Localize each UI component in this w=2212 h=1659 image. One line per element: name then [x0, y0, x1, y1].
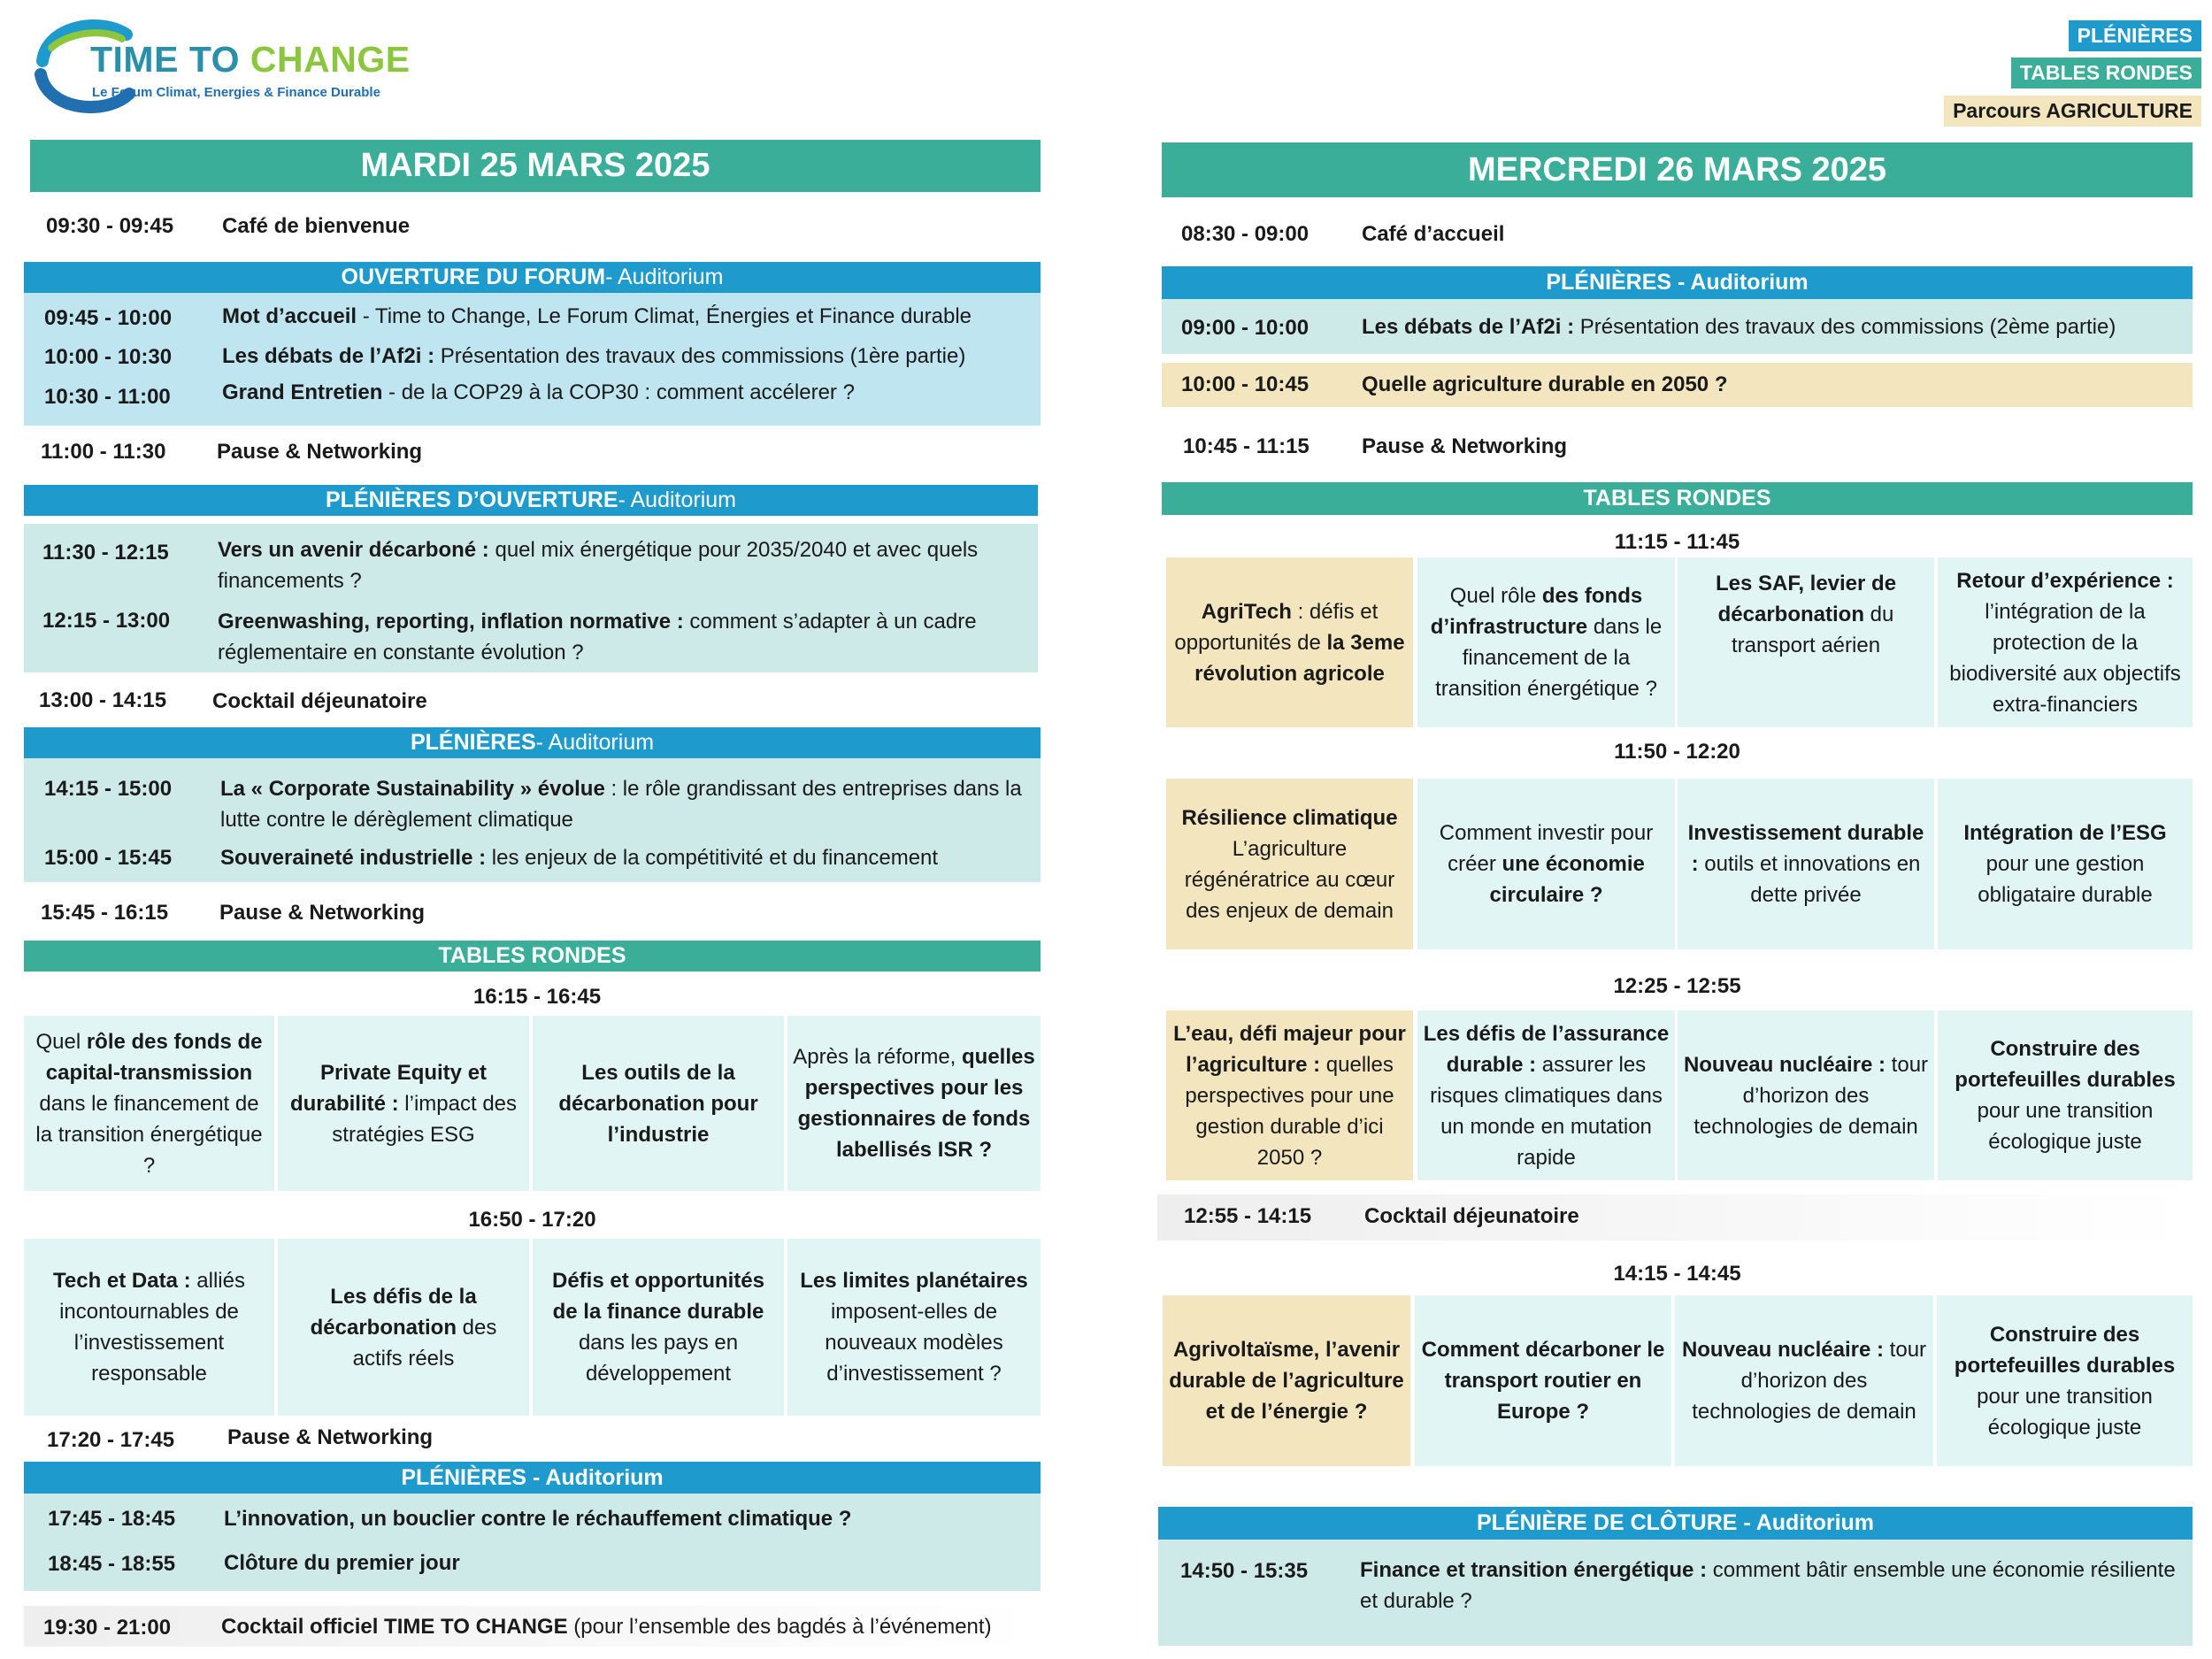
- day2-slot1-time: 11:15 - 11:45: [1614, 530, 1740, 554]
- day1-tr1-cell-3: Les outils de la décarbonation pour l’industrie: [533, 1016, 784, 1191]
- day2-cloture-title: Finance et transition énergétique : comment bâtir ensemble une économie résiliente et durable ?: [1360, 1558, 2176, 1613]
- day1-pleniere2-bar: PLÉNIÈRES - Auditorium: [24, 727, 1041, 758]
- day2-agri-time: 10:00 - 10:45: [1181, 373, 1310, 396]
- day2-tr2-cell-1: Résilience climatique L’agriculture régénératrice au cœur des enjeux de demain: [1166, 779, 1413, 949]
- day2-pause-time: 10:45 - 11:15: [1183, 434, 1310, 458]
- day1-ouv-title-2: Les débats de l’Af2i : Présentation des travaux des commissions (1ère partie): [222, 344, 966, 368]
- logo-subtitle: Le Forum Climat, Energies & Finance Durable: [92, 85, 380, 100]
- day1-cocktail-time: 13:00 - 14:15: [39, 688, 167, 712]
- day1-p3-title-2: Clôture du premier jour: [224, 1551, 460, 1575]
- day1-cocktail-officiel-time: 19:30 - 21:00: [43, 1616, 172, 1640]
- day1-title: MARDI 25 MARS 2025: [30, 140, 1041, 192]
- day1-tr2-cell-2: Les défis de la décarbonation des actifs réels: [278, 1239, 529, 1416]
- day1-ouv-title-3: Grand Entretien - de la COP29 à la COP30 : comment accélerer ?: [222, 380, 855, 404]
- day2-cafe-time: 08:30 - 09:00: [1181, 222, 1310, 246]
- day1-ouv-time-2: 10:00 - 10:30: [44, 345, 173, 369]
- day2-pause-label: Pause & Networking: [1362, 434, 1568, 458]
- day2-cafe-label: Café d’accueil: [1362, 222, 1505, 246]
- day1-pause2-time: 15:45 - 16:15: [41, 901, 169, 925]
- day1-po-time-2: 12:15 - 13:00: [42, 609, 171, 633]
- day1-tr2-cell-4: Les limites planétaires imposent-elles de nouveaux modèles d’investissement ?: [787, 1239, 1041, 1416]
- day1-ouv-time-1: 09:45 - 10:00: [44, 306, 173, 330]
- day2-tr3-cell-3: Nouveau nucléaire : tour d’horizon des technologies de demain: [1678, 1010, 1934, 1180]
- day1-ouv-title-1: Mot d’accueil - Time to Change, Le Forum Climat, Énergies et Finance durable: [222, 304, 972, 328]
- day2-title: MERCREDI 26 MARS 2025: [1162, 142, 2193, 197]
- day1-pause2-label: Pause & Networking: [219, 901, 426, 925]
- day2-pleniere-bar: PLÉNIÈRES - Auditorium: [1162, 266, 2193, 299]
- day1-tr2-cell-3: Défis et opportunités de la finance durable dans les pays en développement: [533, 1239, 784, 1416]
- day2-slot2-time: 11:50 - 12:20: [1614, 740, 1740, 764]
- day2-cloture-bar: PLÉNIÈRE DE CLÔTURE - Auditorium: [1158, 1507, 2193, 1540]
- day1-pause3-label: Pause & Networking: [227, 1425, 434, 1449]
- day1-tr2-cell-1: Tech et Data : alliés incontournables de l’investissement responsable: [24, 1239, 274, 1416]
- day2-tr1-cell-1: AgriTech : défis et opportunités de la 3eme révolution agricole: [1166, 557, 1413, 727]
- day1-po-time-1: 11:30 - 12:15: [42, 541, 169, 565]
- day1-ouverture-bar: OUVERTURE DU FORUM - Auditorium: [24, 262, 1041, 293]
- day2-cocktail-label: Cocktail déjeunatoire: [1364, 1204, 1579, 1228]
- day1-pause1-label: Pause & Networking: [217, 440, 423, 464]
- day1-cafe-label: Café de bienvenue: [222, 214, 411, 238]
- day1-ouv-time-3: 10:30 - 11:00: [44, 385, 171, 409]
- day2-cocktail-block: [1157, 1194, 2193, 1240]
- day2-tr4-cell-4: Construire des portefeuilles durables pour une transition écologique juste: [1937, 1295, 2193, 1466]
- day2-tr4-cell-3: Nouveau nucléaire : tour d’horizon des technologies de demain: [1675, 1295, 1933, 1466]
- day1-slot1-time: 16:15 - 16:45: [472, 985, 602, 1009]
- day1-tr1-cell-1: Quel rôle des fonds de capital-transmission dans le financement de la transition énergétique ?: [24, 1016, 274, 1191]
- legend-tables-rondes: TABLES RONDES: [2011, 58, 2201, 88]
- day2-tr3-cell-2: Les défis de l’assurance durable : assurer les risques climatiques dans un monde en mutation rapide: [1417, 1010, 1675, 1180]
- day1-pleniere-ouv-bar: PLÉNIÈRES D’OUVERTURE - Auditorium: [24, 485, 1038, 516]
- day1-tr1-cell-4: Après la réforme, quelles perspectives pour les gestionnaires de fonds labellisés ISR ?: [787, 1016, 1041, 1191]
- day2-debats-title: Les débats de l’Af2i : Présentation des travaux des commissions (2ème partie): [1362, 315, 2116, 339]
- day2-debats-time: 09:00 - 10:00: [1181, 316, 1310, 340]
- day2-slot3-time: 12:25 - 12:55: [1613, 974, 1741, 998]
- day1-p2-time-2: 15:00 - 15:45: [44, 846, 173, 870]
- day1-po-title-2: Greenwashing, reporting, inflation normative : comment s’adapter à un cadre réglementaire en constante évolution ?: [218, 610, 977, 664]
- day1-tr1-cell-2: Private Equity et durabilité : l’impact des stratégies ESG: [278, 1016, 529, 1191]
- day1-p3-time-1: 17:45 - 18:45: [48, 1507, 176, 1531]
- day1-p3-title-1: L’innovation, un bouclier contre le réchauffement climatique ?: [224, 1507, 852, 1531]
- day1-cocktail-officiel-title: Cocktail officiel TIME TO CHANGE (pour l’ensemble des bagdés à l’événement): [221, 1615, 992, 1639]
- day2-tr2-cell-4: Intégration de l’ESG pour une gestion obligataire durable: [1938, 779, 2193, 949]
- day1-po-title-1: Vers un avenir décarboné : quel mix énergétique pour 2035/2040 et avec quels financements ?: [218, 538, 979, 593]
- legend-plenieres: PLÉNIÈRES: [2069, 20, 2201, 51]
- day1-cafe-time: 09:30 - 09:45: [46, 214, 174, 238]
- day1-cocktail-label: Cocktail déjeunatoire: [212, 689, 427, 713]
- day2-cloture-time: 14:50 - 15:35: [1180, 1559, 1309, 1583]
- day2-tr2-cell-3: Investissement durable : outils et innovations en dette privée: [1678, 779, 1934, 949]
- day1-p3-time-2: 18:45 - 18:55: [48, 1552, 176, 1576]
- day2-tr3-cell-1: L’eau, défi majeur pour l’agriculture : quelles perspectives pour une gestion durable d’ici 2050 ?: [1166, 1010, 1413, 1180]
- day1-p2-title-1: La « Corporate Sustainability » évolue : le rôle grandissant des entreprises dans la lutte contre le dérèglement climatique: [220, 777, 1022, 832]
- day1-p2-title-2: Souveraineté industrielle : les enjeux de la compétitivité et du financement: [220, 846, 939, 870]
- day2-tr1-cell-3: Les SAF, levier de décarbonation du transport aérien: [1678, 557, 1934, 727]
- logo-title: TIME TO CHANGE: [90, 39, 411, 80]
- day1-p2-time-1: 14:15 - 15:00: [44, 777, 173, 801]
- day1-pause3-time: 17:20 - 17:45: [47, 1428, 175, 1452]
- day1-tables-bar: TABLES RONDES: [24, 941, 1041, 972]
- day2-tr1-cell-2: Quel rôle des fonds d’infrastructure dans le financement de la transition énergétique ?: [1417, 557, 1675, 727]
- day1-slot2-time: 16:50 - 17:20: [468, 1208, 596, 1232]
- logo: [25, 12, 414, 119]
- day2-tr2-cell-2: Comment investir pour créer une économie circulaire ?: [1417, 779, 1675, 949]
- day2-tr4-cell-1: Agrivoltaïsme, l’avenir durable de l’agriculture et de l’énergie ?: [1163, 1295, 1410, 1466]
- day1-pleniere3-bar: PLÉNIÈRES - Auditorium: [24, 1462, 1041, 1494]
- legend-parcours-agriculture: Parcours AGRICULTURE: [1944, 96, 2201, 127]
- day2-tables-bar: TABLES RONDES: [1162, 482, 2193, 515]
- day2-tr3-cell-4: Construire des portefeuilles durables pour une transition écologique juste: [1938, 1010, 2193, 1180]
- day2-tr1-cell-4: Retour d’expérience : l’intégration de la protection de la biodiversité aux objectifs extra-financiers: [1938, 557, 2193, 727]
- day2-slot4-time: 14:15 - 14:45: [1613, 1262, 1741, 1286]
- day2-tr4-cell-2: Comment décarboner le transport routier en Europe ?: [1415, 1295, 1671, 1466]
- day2-cocktail-time: 12:55 - 14:15: [1184, 1204, 1312, 1228]
- day1-pause1-time: 11:00 - 11:30: [41, 440, 166, 464]
- day2-agri-label: Quelle agriculture durable en 2050 ?: [1362, 373, 1728, 396]
